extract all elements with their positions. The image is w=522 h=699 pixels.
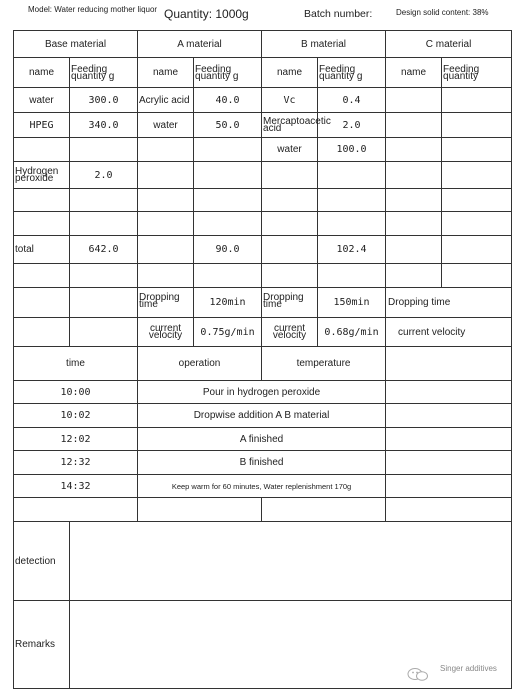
cell (386, 212, 442, 236)
b-velocity: 0.68g/min (318, 318, 386, 347)
cell (14, 189, 70, 212)
cell (386, 264, 442, 288)
a-feed-col: Feeding quantity g (194, 58, 262, 88)
cell (14, 498, 138, 522)
process-time: 10:00 (14, 381, 138, 404)
cell (318, 162, 386, 189)
cell (386, 162, 442, 189)
cell (138, 236, 194, 264)
cell: Acrylic acid (138, 88, 194, 113)
design-solid-content-label: Design solid content: 38% (396, 8, 489, 17)
cell (386, 498, 512, 522)
velocity-row (14, 318, 512, 347)
table-row (14, 113, 512, 138)
cell (138, 264, 194, 288)
cell: water (138, 113, 194, 138)
cell (262, 236, 318, 264)
cell (70, 288, 138, 318)
cell (70, 138, 138, 162)
section-header-row (14, 31, 512, 58)
cell (70, 212, 138, 236)
process-operation: Dropwise addition A B material (138, 404, 386, 428)
cell (70, 264, 138, 288)
process-row (14, 428, 512, 451)
cell: 50.0 (194, 113, 262, 138)
total-label: total (14, 236, 70, 264)
b-dropping-label: Dropping time (262, 288, 318, 318)
a-velocity: 0.75g/min (194, 318, 262, 347)
base-feed-col: Feeding quantity g (70, 58, 138, 88)
cell: 2.0 (318, 113, 386, 138)
cell: water (14, 88, 70, 113)
c-name-col: name (386, 58, 442, 88)
cell (70, 318, 138, 347)
dropping-time-row (14, 288, 512, 318)
cell (194, 162, 262, 189)
cell (262, 162, 318, 189)
cell (442, 236, 512, 264)
wechat-icon (405, 666, 433, 682)
cell (14, 212, 70, 236)
table-row (14, 189, 512, 212)
cell: 2.0 (70, 162, 138, 189)
temperature-header: temperature (262, 347, 386, 381)
cell (194, 264, 262, 288)
time-header: time (14, 347, 138, 381)
cell (194, 138, 262, 162)
cell (386, 113, 442, 138)
cell (386, 138, 442, 162)
process-row (14, 381, 512, 404)
base-name-col: name (14, 58, 70, 88)
cell (14, 264, 70, 288)
cell (386, 88, 442, 113)
cell (262, 212, 318, 236)
cell (318, 264, 386, 288)
base-total: 642.0 (70, 236, 138, 264)
column-header-row (14, 58, 512, 88)
cell: HPEG (14, 113, 70, 138)
cell (386, 381, 512, 404)
cell (318, 212, 386, 236)
cell (138, 189, 194, 212)
process-row (14, 475, 512, 498)
process-operation: A finished (138, 428, 386, 451)
remarks-row (14, 601, 512, 689)
process-header-row (14, 347, 512, 381)
detection-row (14, 522, 512, 601)
cell (14, 288, 70, 318)
detection-label: detection (14, 522, 70, 601)
cell (194, 189, 262, 212)
cell (442, 189, 512, 212)
c-dropping-label: Dropping time (386, 288, 512, 318)
process-operation: Keep warm for 60 minutes, Water replenishment 170g (138, 475, 386, 498)
cell (14, 138, 70, 162)
model-label: Model: Water reducing mother liquor (28, 5, 158, 14)
operation-header: operation (138, 347, 262, 381)
cell (386, 404, 512, 428)
a-dropping-label: Dropping time (138, 288, 194, 318)
detection-field (70, 522, 512, 601)
process-time: 10:02 (14, 404, 138, 428)
table-row (14, 264, 512, 288)
cell (318, 189, 386, 212)
process-operation: Pour in hydrogen peroxide (138, 381, 386, 404)
watermark-text: Singer additives (440, 664, 497, 673)
b-velocity-label: current velocity (262, 318, 318, 347)
c-material-header: C material (386, 31, 512, 58)
cell (138, 162, 194, 189)
cell: 300.0 (70, 88, 138, 113)
cell: 340.0 (70, 113, 138, 138)
a-dropping-time: 120min (194, 288, 262, 318)
b-name-col: name (262, 58, 318, 88)
remarks-field (70, 601, 512, 689)
remarks-label: Remarks (14, 601, 70, 689)
cell: 40.0 (194, 88, 262, 113)
process-time: 12:02 (14, 428, 138, 451)
cell (386, 475, 512, 498)
cell (138, 212, 194, 236)
cell (442, 113, 512, 138)
b-total: 102.4 (318, 236, 386, 264)
cell (262, 498, 386, 522)
a-velocity-label: current velocity (138, 318, 194, 347)
cell: 0.4 (318, 88, 386, 113)
formula-table (13, 30, 512, 689)
cell: Vc (262, 88, 318, 113)
process-time: 14:32 (14, 475, 138, 498)
cell (70, 189, 138, 212)
cell (386, 236, 442, 264)
b-dropping-time: 150min (318, 288, 386, 318)
cell (138, 498, 262, 522)
base-material-header: Base material (14, 31, 138, 58)
process-row (14, 451, 512, 475)
process-operation: B finished (138, 451, 386, 475)
cell (194, 212, 262, 236)
cell (442, 264, 512, 288)
table-row (14, 162, 512, 189)
cell (138, 138, 194, 162)
total-row (14, 236, 512, 264)
cell (442, 212, 512, 236)
b-material-header: B material (262, 31, 386, 58)
c-velocity-label: current velocity (386, 318, 512, 347)
table-row (14, 212, 512, 236)
a-total: 90.0 (194, 236, 262, 264)
batch-number-label: Batch number: (304, 8, 373, 20)
quantity-label: Quantity: 1000g (164, 7, 249, 21)
cell: 100.0 (318, 138, 386, 162)
cell (14, 318, 70, 347)
cell (442, 138, 512, 162)
cell (386, 347, 512, 381)
cell (442, 88, 512, 113)
cell (386, 189, 442, 212)
cell: Mercaptoacetic acid (262, 113, 318, 138)
a-name-col: name (138, 58, 194, 88)
cell (262, 189, 318, 212)
cell: water (262, 138, 318, 162)
cell (262, 264, 318, 288)
cell (386, 451, 512, 475)
cell: Hydrogen peroxide (14, 162, 70, 189)
c-feed-col: Feeding quantity (442, 58, 512, 88)
a-material-header: A material (138, 31, 262, 58)
process-time: 12:32 (14, 451, 138, 475)
table-row (14, 138, 512, 162)
table-row (14, 498, 512, 522)
cell (386, 428, 512, 451)
cell (442, 162, 512, 189)
process-row (14, 404, 512, 428)
b-feed-col: Feeding quantity g (318, 58, 386, 88)
table-row (14, 88, 512, 113)
document-header (0, 0, 522, 30)
